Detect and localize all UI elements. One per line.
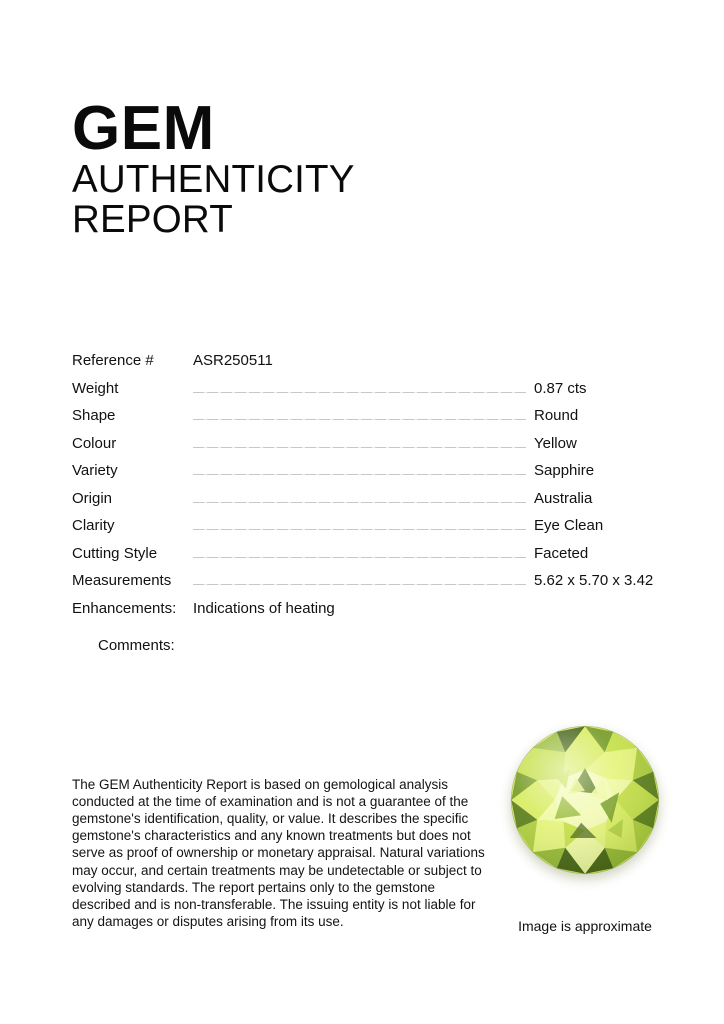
report-title-block xyxy=(72,94,372,241)
field-row-cutting-style xyxy=(72,540,656,568)
field-value: Round xyxy=(534,407,579,425)
leader-line xyxy=(193,447,526,448)
field-label: Measurements xyxy=(72,572,172,590)
field-label: Variety xyxy=(72,462,118,480)
gem-image-caption: Image is approximate xyxy=(518,918,652,934)
field-row-comments xyxy=(72,632,656,660)
leader-line xyxy=(193,502,526,503)
field-label: Origin xyxy=(72,489,113,507)
leader-line xyxy=(193,392,526,393)
disclaimer-text: The GEM Authenticity Report is based on gemological analysis conducted at the time of examination and is not a guarantee of the gemstone's identification, quality, or value. It describes the specific gemstone's characteristics and any known treatments but does not serve as proof of ownership or monetary appraisal. Natural variations may occur, and certain treatments may be undetectable or subject to evolving standards. The report pertains only to the gemstone described and is non-transferable. The issuing entity is not liable for any damages or disputes arising from its use. xyxy=(72,776,485,930)
leader-line xyxy=(193,474,526,475)
field-row-colour xyxy=(72,430,656,458)
field-value: Sapphire xyxy=(534,462,595,480)
field-label: Enhancements: xyxy=(72,599,177,617)
field-row-enhancements xyxy=(72,595,656,623)
leader-line xyxy=(193,584,526,585)
gem-image xyxy=(508,724,662,934)
field-label: Shape xyxy=(72,407,116,425)
field-row-shape xyxy=(72,402,656,430)
gem-attributes-list xyxy=(72,347,656,660)
report-subtitle: AUTHENTICITY REPORT xyxy=(72,158,354,241)
report-brand-title: GEM xyxy=(72,94,215,163)
field-row-weight xyxy=(72,375,656,403)
field-label: Clarity xyxy=(72,517,115,535)
field-value: Australia xyxy=(534,489,593,507)
field-label: Cutting Style xyxy=(72,544,158,562)
leader-line xyxy=(193,419,526,420)
field-label: Comments: xyxy=(98,637,175,655)
field-label: Reference # xyxy=(72,352,154,370)
field-row-reference-number xyxy=(72,347,656,375)
round-gem-photo-icon xyxy=(509,724,661,876)
field-row-clarity xyxy=(72,512,656,540)
field-label: Weight xyxy=(72,379,119,397)
field-value: Indications of heating xyxy=(193,599,335,617)
field-value: ASR250511 xyxy=(193,352,273,370)
field-value: Yellow xyxy=(534,434,577,452)
field-label: Colour xyxy=(72,434,117,452)
field-value: 5.62 x 5.70 x 3.42 xyxy=(534,572,654,590)
leader-line xyxy=(193,529,526,530)
field-row-measurements xyxy=(72,567,656,595)
field-value: Faceted xyxy=(534,544,589,562)
field-row-variety xyxy=(72,457,656,485)
field-row-origin xyxy=(72,485,656,513)
field-value: Eye Clean xyxy=(534,517,604,535)
field-value: 0.87 cts xyxy=(534,379,587,397)
leader-line xyxy=(193,557,526,558)
